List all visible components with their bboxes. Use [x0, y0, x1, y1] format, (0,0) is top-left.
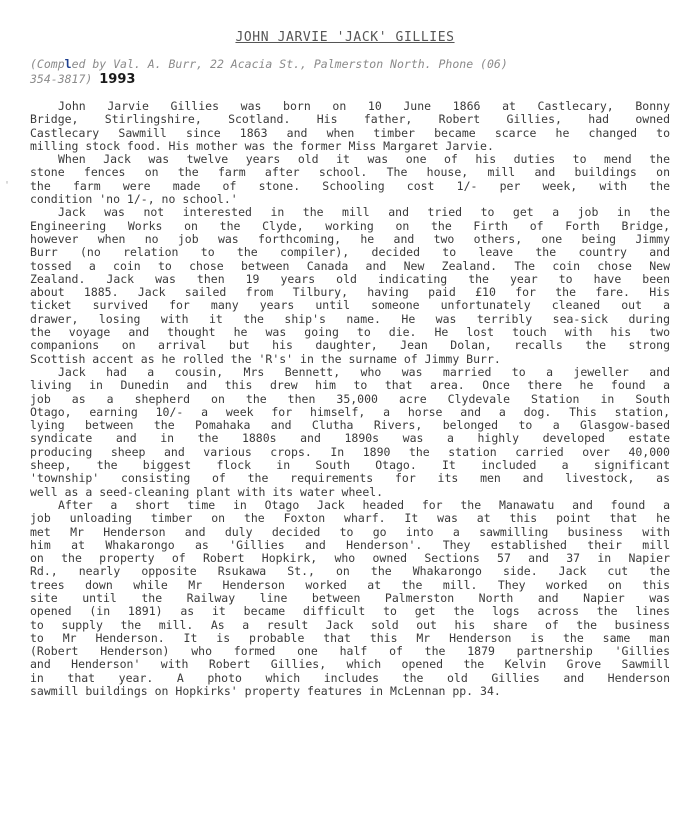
- compiler-credit: [30, 57, 670, 87]
- body-line: syndicate and in the 1880s and 1890s was a highly developed estate: [30, 431, 670, 446]
- body-line: sheep, the biggest flock in South Otago. It included a significant: [30, 458, 670, 473]
- body-line: and Henderson' with Robert Gillies, which opened the Kelvin Grove Sawmill: [30, 657, 670, 672]
- body-line: (Robert Henderson) who formed one half of the 1879 partnership 'Gillies: [30, 644, 670, 659]
- body-line: the voyage and thought he was going to die. He lost touch with his two: [30, 325, 670, 340]
- body-line: Rd., nearly opposite Rsukawa St., on the Whakarongo side. Jack cut the: [30, 564, 670, 579]
- body-line: opened (in 1891) as it became difficult to get the logs across the lines: [30, 604, 670, 619]
- body-line: job unloading timber on the Foxton wharf. It was at this point that he: [30, 511, 670, 526]
- handwritten-year: 1993: [99, 72, 136, 87]
- compiler-credit-part1b: ed by Val. A. Burr, 22 Acacia St., Palmerston North. Phone (06): [71, 57, 508, 71]
- body-line: John Jarvie Gillies was born on 10 June 1866 at Castlecary, Bonny: [58, 99, 670, 113]
- body-line: lying between the Pomahaka and Clutha Rivers, belonged to a Glasgow-based: [30, 418, 670, 433]
- body-line: producing sheep and various crops. In 1890 the station carried over 40,000: [30, 444, 670, 459]
- body-line: sawmill buildings on Hopkirks' property features in McLennan pp. 34.: [30, 684, 501, 699]
- body-line: Castlecary Sawmill since 1863 and when timber became scarce he changed to: [30, 125, 670, 140]
- body-line: 'township' consisting of the requirements for its men and livestock, as: [30, 471, 670, 486]
- body-line: Bridge, Stirlingshire, Scotland. His father, Robert Gillies, had owned: [30, 112, 670, 127]
- body-line: well as a seed-cleaning plant with its water wheel.: [30, 484, 384, 499]
- body-line: Engineering Works on the Clyde, working on the Firth of Forth Bridge,: [30, 218, 670, 233]
- body-line: When Jack was twelve years old it was one of his duties to mend the: [58, 152, 670, 167]
- body-line: to Mr Henderson. It is probable that this Mr Henderson is the same man: [30, 630, 670, 645]
- body-line: companions on arrival but his daughter, Jean Dolan, recalls the strong: [30, 338, 670, 353]
- body-line: tossed a coin to chose between Canada and New Zealand. The coin chose New: [30, 258, 670, 273]
- body-line: however when no job was forthcoming, he and two others, one being Jimmy: [30, 231, 670, 246]
- body-line: Otago, earning 10/- a week for himself, a horse and a dog. This station,: [30, 404, 670, 419]
- body-line: Jack was not interested in the mill and tried to get a job in the: [58, 205, 670, 220]
- body-line: living in Dunedin and this drew him to that area. Once there he found a: [30, 378, 670, 393]
- body-text: [30, 100, 670, 698]
- body-line: Zealand. Jack was then 19 years old indicating the year to have been: [30, 271, 670, 286]
- compiler-phone: 354-3817): [30, 72, 93, 86]
- body-line: job as a shepherd on the then 35,000 acre Clydevale Station in South: [30, 391, 670, 406]
- body-line: on the property of Robert Hopkirk, who owned Sections 57 and 37 in Napier: [30, 551, 670, 566]
- body-line: in that year. A photo which includes the old Gillies and Henderson: [30, 670, 670, 685]
- compiler-credit-part1a: (Comp: [30, 57, 65, 71]
- margin-mark: ': [4, 180, 11, 191]
- body-line: stone fences on the farm after school. The house, mill and buildings on: [30, 165, 670, 180]
- body-line: ticket survived for many years until someone unfortunately cleaned out a: [30, 298, 670, 313]
- body-line: met Mr Henderson and duly decided to go into a sawmilling business with: [30, 524, 670, 539]
- body-line: drawer, losing with it the ship's name. He was terribly sea-sick during: [30, 311, 670, 326]
- body-line: the farm were made of stone. Schooling cost 1/- per week, with the: [30, 178, 670, 193]
- body-line: trees down while Mr Henderson worked at the mill. They worked on this: [30, 577, 670, 592]
- handwritten-correction: l: [64, 57, 72, 71]
- body-line: After a short time in Otago Jack headed for the Manawatu and found a: [58, 497, 670, 512]
- body-line: about 1885. Jack sailed from Tilbury, having paid £10 for the fare. His: [30, 285, 670, 300]
- body-line: him at Whakarongo as 'Gillies and Henderson'. They established their mill: [30, 537, 670, 552]
- body-line: to supply the mill. As a result Jack sold out his share of the business: [30, 617, 670, 632]
- body-line: Burr (no relation to the compiler), decided to leave the country and: [30, 245, 670, 260]
- document-title: JOHN JARVIE 'JACK' GILLIES: [235, 30, 455, 45]
- body-line: condition 'no 1/-, no school.': [30, 192, 238, 207]
- body-line: site until the Railway line between Palmerston North and Napier was: [30, 590, 670, 605]
- body-line: Jack had a cousin, Mrs Bennett, who was married to a jeweller and: [58, 364, 670, 379]
- body-line: Scottish accent as he rolled the 'R's' in the surname of Jimmy Burr.: [30, 351, 501, 366]
- body-line: milling stock food. His mother was the former Miss Margaret Jarvie.: [30, 138, 494, 153]
